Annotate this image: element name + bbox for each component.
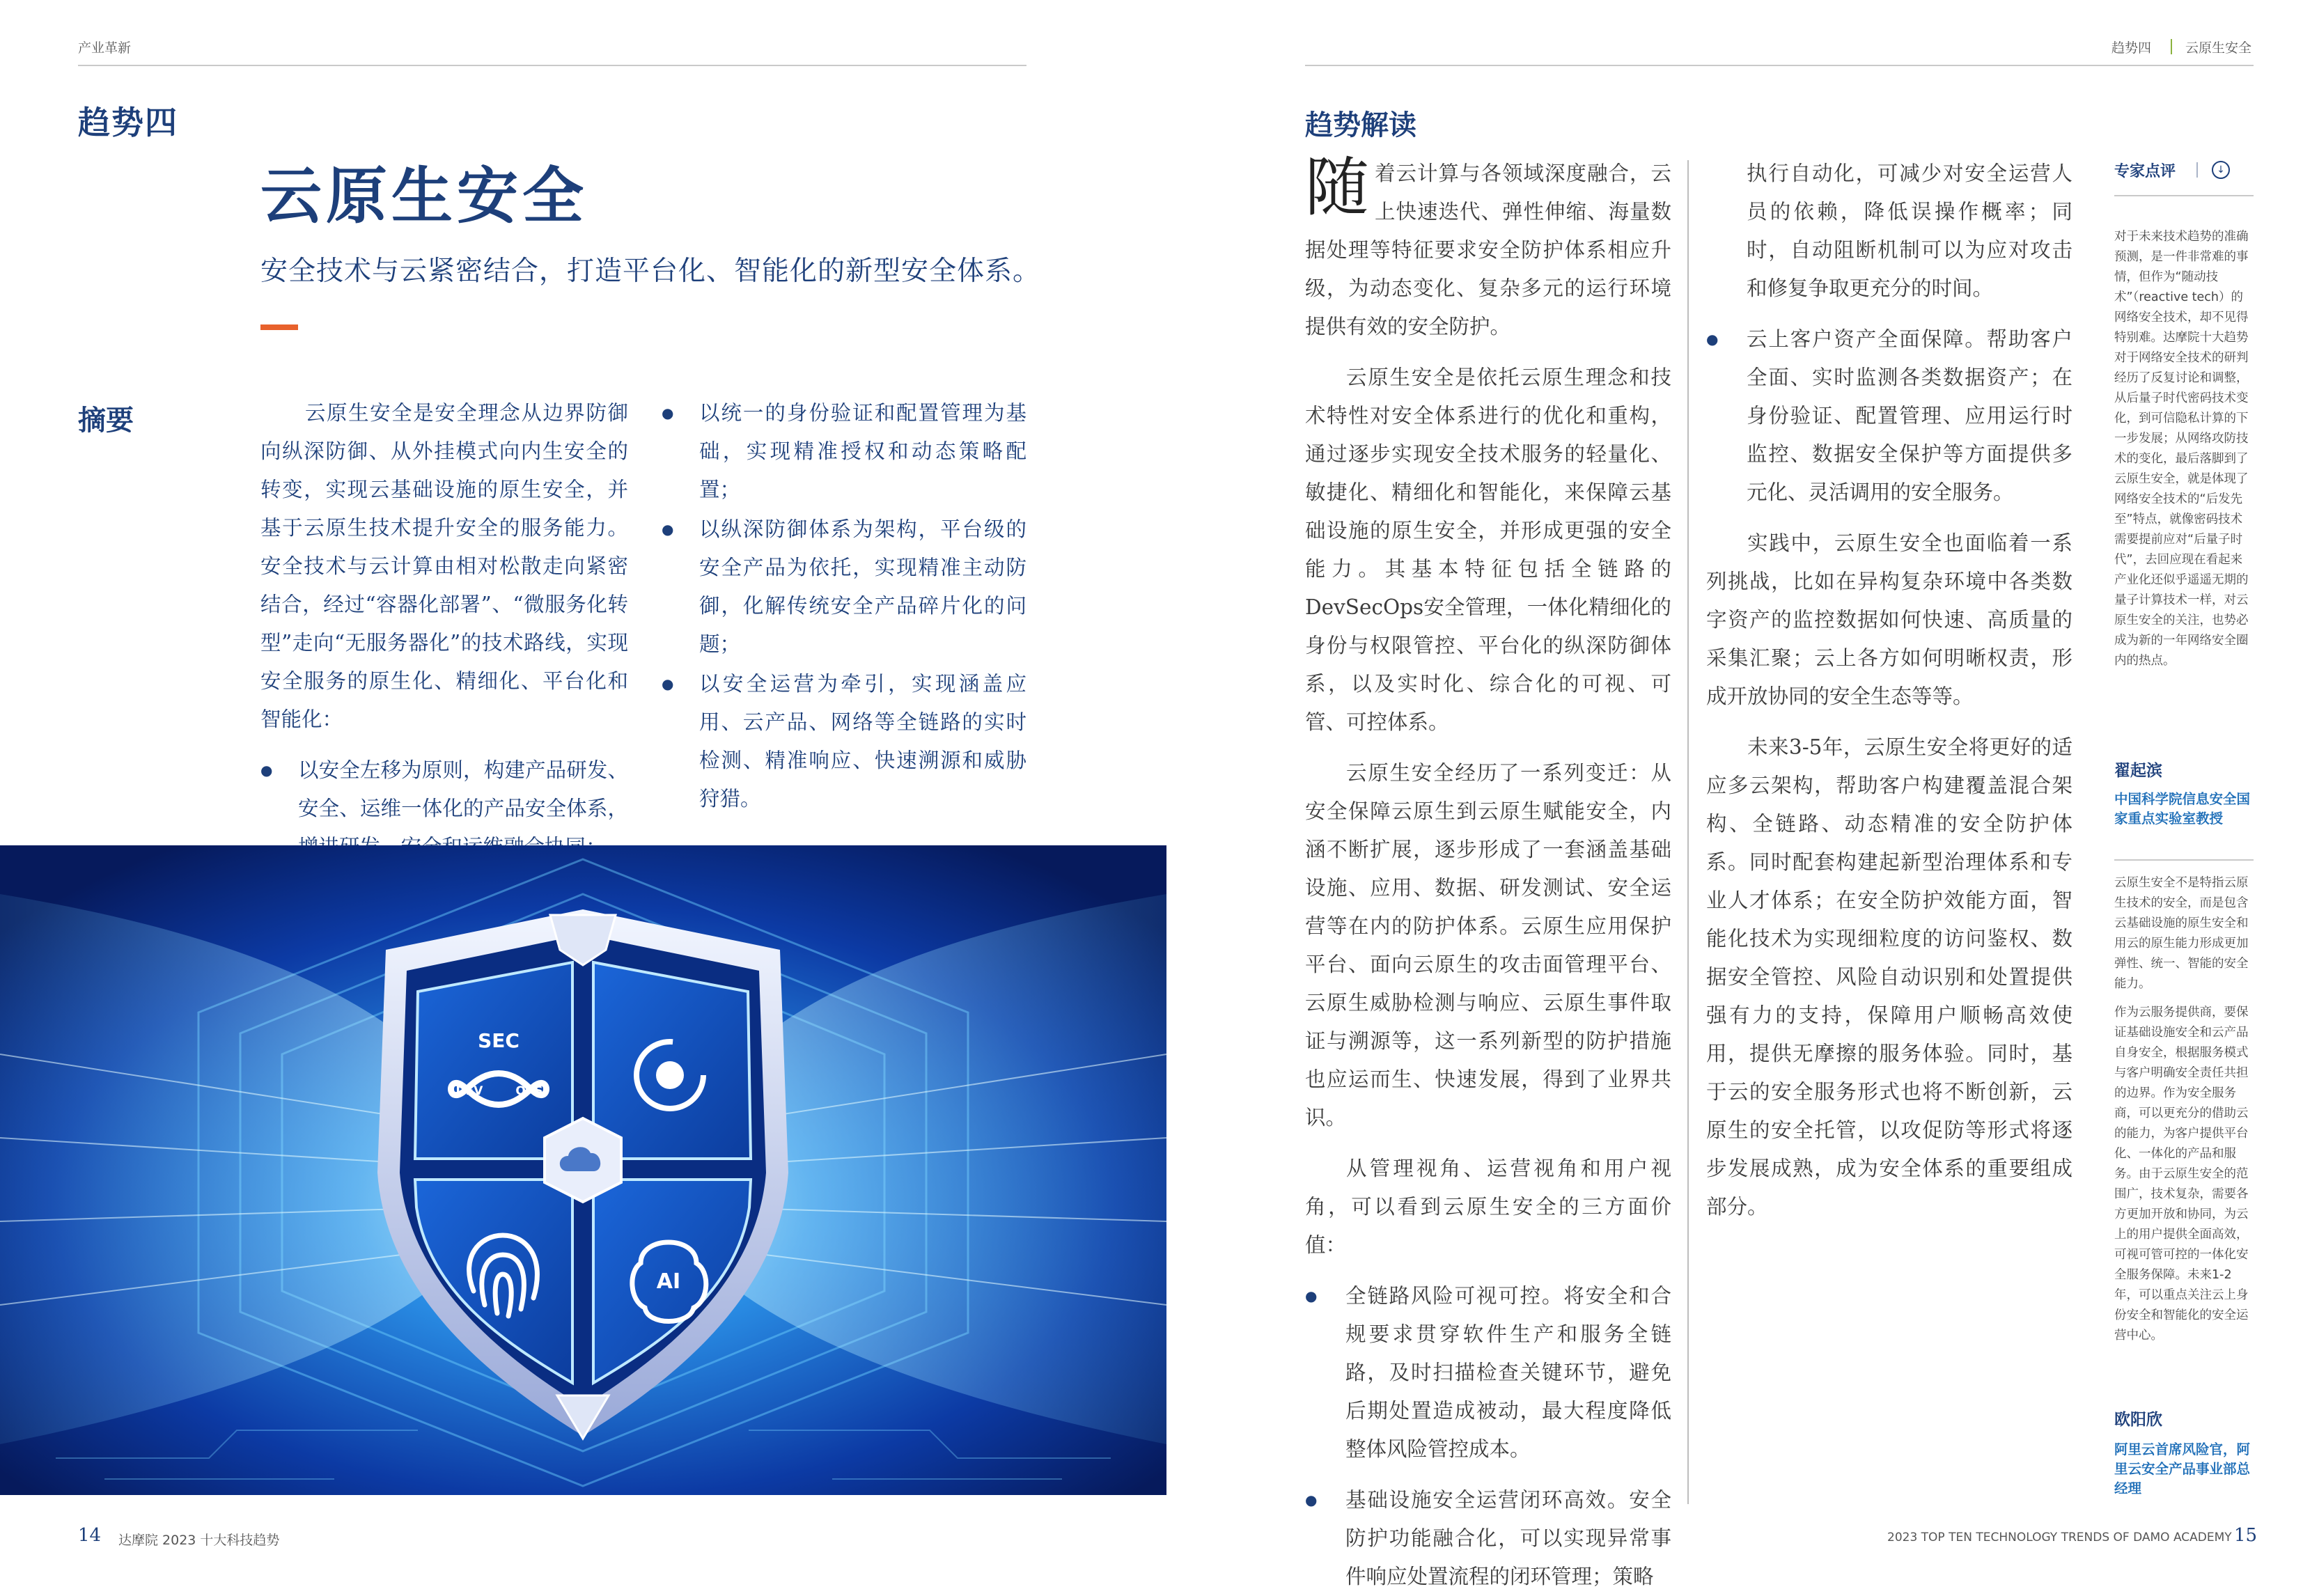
- paragraph-continued: 执行自动化，可减少对安全运营人员的依赖，降低误操作概率；同时，自动阻断机制可以为应对攻击和修复争取更充分的时间。: [1747, 162, 2072, 300]
- expand-circle-icon[interactable]: ↓: [2212, 161, 2230, 179]
- footer-right-text: 2023 TOP TEN TECHNOLOGY TRENDS OF DAMO ACADEMY: [1887, 1531, 2232, 1544]
- header-left-label: 产业革新: [78, 40, 132, 56]
- paragraph: 实践中，云原生安全也面临着一系列挑战，比如在异构复杂环境中各类数字资产的监控数据如何快速、高质量的采集汇聚；云上各方如何明晰权责，形成开放协同的安全生态等等。: [1706, 531, 2072, 708]
- abstract-column-1: [260, 394, 628, 820]
- column-separator: [1687, 160, 1689, 1504]
- paragraph: 云原生安全经历了一系列变迁：从安全保障云原生到云原生赋能安全，内涵不断扩展，逐步形成了一套涵盖基础设施、应用、数据、研发测试、安全运营等在内的防护体系。云原生应用保护平台、面向云原生的攻击面管理平台、云原生威胁检测与响应、云原生事件取证与溯源等，这一系列新型的防护措施也应运而生、快速发展，得到了业界共识。: [1305, 761, 1671, 1129]
- abstract-bullet: ● 以统一的身份验证和配置管理为基础，实现精准授权和动态策略配置；: [662, 394, 1026, 509]
- section-heading: 趋势解读: [1305, 109, 1416, 141]
- ops-label: OPS: [515, 1084, 543, 1098]
- trend-label: 趋势四: [78, 104, 178, 141]
- header-rule-right: [1305, 65, 2254, 66]
- paragraph: 从管理视角、运营视角和用户视角，可以看到云原生安全的三方面价值：: [1305, 1157, 1671, 1257]
- header-right-title: 云原生安全: [2185, 40, 2252, 56]
- abstract-intro: 云原生安全是安全理念从边界防御向纵深防御、从外挂模式向内生安全的转变，实现云基础设施的原生安全，并基于云原生技术提升安全的服务能力。安全技术与云计算由相对松散走向紧密结合，经过“容器化部署”、“微服务化转型”走向“无服务器化”的技术路线，实现安全服务的原生化、精细化、平台化和智能化：: [260, 401, 628, 731]
- sidebar-rule: [2114, 195, 2254, 196]
- paragraph-intro: 着云计算与各领域深度融合，云上快速迭代、弹性伸缩、海量数据处理等特征要求安全防护体系相应升级，为动态变化、复杂多元的运行环境提供有效的安全防护。: [1305, 162, 1671, 338]
- abstract-bullet: ● 以安全左移为原则，构建产品研发、安全、运维一体化的产品安全体系，: [260, 751, 628, 866]
- illustration-svg: [0, 845, 1166, 1495]
- abstract-heading: 摘要: [78, 404, 134, 437]
- accent-bar: [260, 324, 298, 330]
- value-bullet: ● 云上客户资产全面保障。帮助客户全面、实时监测各类数据资产；在身份验证、配置管理、应用运行时监控、数据安全保护等方面提供多元化、灵活调用的安全服务。: [1706, 320, 2072, 512]
- sidebar-rule: [2114, 859, 2254, 861]
- expert-name: 翟起滨: [2114, 762, 2162, 780]
- header-rule-left: [78, 65, 1026, 66]
- value-bullet: ● 基础设施安全运营闭环高效。安全防护功能融合化，可以实现异常事件响应处置流程的闭环管理；策略: [1305, 1481, 1671, 1596]
- cloud-security-illustration: [0, 845, 1166, 1495]
- expert-role: 中国科学院信息安全国家重点实验室教授: [2114, 791, 2251, 827]
- expert-comment-text: 对于未来技术趋势的准确预测，是一件非常难的事情，但作为“随动技术”（reactive tech）的网络安全技术，却不见得特别难。达摩院十大趋势对于网络安全技术的研判经历了反复讨论和调整，从后量子时代密码技术变化，到可信隐私计算的下一步发展；从网络攻防技术的变化，最后落脚到了云原生安全，就是体现了网络安全技术的“后发先至”特点，就像密码技术需要提前应对“后量子时代”，去回应现在看起来产业化还似乎遥遥无期的量子计算技术一样，对云原生安全的关注，也势必成为新的一年网络安全圈内的热点。: [2114, 230, 2249, 668]
- page-number-right: 15: [2234, 1525, 2258, 1546]
- paragraph: 云原生安全是依托云原生理念和技术特性对安全体系进行的优化和重构，通过逐步实现安全技术服务的轻量化、敏捷化、精细化和智能化，来保障云基础设施的原生安全，并形成更强的安全能力。其基本特征包括全链路的DevSecOps安全管理，一体化精细化的身份与权限管控、平台化的纵深防御体系，以及实时化、综合化的可视、可管、可控体系。: [1305, 366, 1671, 734]
- page-number-left: 14: [78, 1525, 102, 1546]
- body-column-1: [1305, 150, 1671, 1588]
- dev-label: DEV: [455, 1084, 483, 1098]
- value-bullet: ● 全链路风险可视可控。将安全和合规要求贯穿软件生产和服务全链路，及时扫描检查关键环节，避免后期处置造成被动，最大程度降低整体风险管控成本。: [1305, 1277, 1671, 1469]
- sidebar-heading: 专家点评: [2114, 162, 2176, 180]
- header-divider: [2171, 39, 2172, 54]
- abstract-column-2: [662, 394, 1026, 811]
- footer-left-text: 达摩院 2023 十大科技趋势: [118, 1533, 280, 1548]
- expert-comment-text: 云原生安全不是特指云原生技术的安全，而是包含云基础设施的原生安全和用云的原生能力形成更加弹性、统一、智能的安全能力。: [2114, 876, 2249, 991]
- expert-name: 欧阳欣: [2114, 1411, 2162, 1429]
- expert-role: 阿里云首席风险官，阿里云安全产品事业部总经理: [2114, 1441, 2251, 1496]
- sidebar-heading-divider: [2196, 162, 2198, 178]
- abstract-bullet: ● 以纵深防御体系为架构，平台级的安全产品为依托，实现精准主动防御，化解传统安全产品碎片化的问题；: [662, 510, 1026, 664]
- page-title: 云原生安全: [260, 159, 588, 232]
- expert-sidebar: [2114, 155, 2254, 1505]
- dropcap: 随: [1305, 150, 1370, 225]
- expert-comment: [2114, 227, 2254, 671]
- sec-label: SEC: [478, 1029, 520, 1052]
- abstract-bullet: ● 以安全运营为牵引，实现涵盖应用、云产品、网络等全链路的实时检测、精准响应、快速溯源和威胁狩猎。: [662, 665, 1026, 818]
- header-right-chapter: 趋势四: [2111, 40, 2152, 56]
- paragraph: 未来3-5年，云原生安全将更好的适应多云架构，帮助客户构建覆盖混合架构、全链路、动态精准的安全防护体系。同时配套构建起新型治理体系和专业人才体系；在安全防护效能方面，智能化技术为实现细粒度的访问鉴权、数据安全管控、风险自动识别和处置提供强有力的支持，保障用户顺畅高效使用，提供无摩擦的服务体验。同时，基于云的安全服务形式也将不断创新，云原生的安全托管，以攻促防等形式将逐步发展成熟，成为安全体系的重要组成部分。: [1706, 735, 2072, 1219]
- body-column-2: [1706, 155, 2072, 1219]
- expert-comment-text: 作为云服务提供商，要保证基础设施安全和云产品自身安全，根据服务模式与客户明确安全责任共担的边界。作为安全服务商，可以更充分的借助云的能力，为客户提供平台化、一体化的产品和服务。由于云原生安全的范围广，技术复杂，需要各方更加开放和协同，为云上的用户提供全面高效，可视可管可控的一体化安全服务保障。未来1-2年，可以重点关注云上身份安全和智能化的安全运营中心。: [2114, 1006, 2249, 1343]
- ai-label: AI: [656, 1269, 681, 1294]
- expert-comment: [2114, 873, 2254, 1346]
- page-subtitle: 安全技术与云紧密结合，打造平台化、智能化的新型安全体系。: [260, 256, 1041, 287]
